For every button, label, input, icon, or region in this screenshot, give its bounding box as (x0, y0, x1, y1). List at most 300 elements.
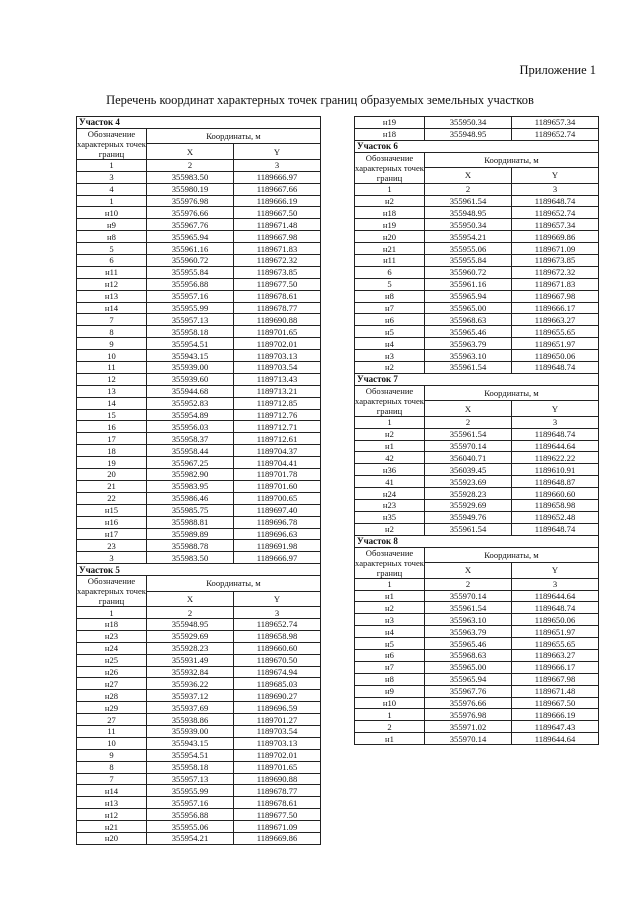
x-cell: 355949.76 (425, 511, 512, 523)
x-cell: 355963.10 (425, 350, 512, 362)
x-cell: 355985.75 (147, 504, 234, 516)
table-row (77, 195, 321, 207)
y-cell: 1189671.09 (512, 243, 599, 255)
point-name-cell: 27 (77, 714, 147, 726)
point-name-cell: 3 (77, 171, 147, 183)
table-row (355, 362, 599, 374)
point-name-cell: н1 (355, 733, 425, 745)
y-cell: 1189690.88 (234, 314, 321, 326)
point-name-cell: н10 (355, 697, 425, 709)
table-row (77, 749, 321, 761)
x-cell: 355955.84 (425, 255, 512, 267)
table-row (355, 452, 599, 464)
x-cell: 355961.54 (425, 602, 512, 614)
table-row (355, 523, 599, 535)
x-cell: 355939.00 (147, 362, 234, 374)
point-name-cell: н7 (355, 302, 425, 314)
y-cell: 1189655.65 (512, 638, 599, 650)
x-cell: 355961.16 (425, 278, 512, 290)
point-name-cell: 22 (77, 492, 147, 504)
table-row (77, 266, 321, 278)
y-cell: 1189696.63 (234, 528, 321, 540)
table-row (355, 314, 599, 326)
y-cell: 1189673.85 (512, 255, 599, 267)
y-cell: 1189644.64 (512, 590, 599, 602)
point-name-cell: н24 (355, 488, 425, 500)
point-name-cell: 15 (77, 409, 147, 421)
y-cell: 1189677.50 (234, 278, 321, 290)
y-cell: 1189678.61 (234, 290, 321, 302)
x-cell: 355931.49 (147, 654, 234, 666)
table-row (77, 397, 321, 409)
x-cell: 355955.99 (147, 785, 234, 797)
y-cell: 1189651.97 (512, 338, 599, 350)
table-row (355, 602, 599, 614)
x-cell: 355968.63 (425, 649, 512, 661)
table-row (77, 373, 321, 385)
table-row (77, 690, 321, 702)
y-cell: 1189651.97 (512, 626, 599, 638)
x-cell: 355965.94 (425, 673, 512, 685)
point-name-cell: 10 (77, 737, 147, 749)
column-number-row (355, 183, 599, 195)
x-cell: 355965.00 (425, 661, 512, 673)
table-row (77, 362, 321, 374)
y-cell: 1189671.83 (234, 243, 321, 255)
point-name-cell: н19 (355, 117, 425, 129)
x-cell: 355961.54 (425, 428, 512, 440)
y-cell: 1189672.32 (234, 255, 321, 267)
point-name-cell: 16 (77, 421, 147, 433)
x-cell: 355967.25 (147, 457, 234, 469)
x-cell: 355956.88 (147, 278, 234, 290)
x-cell: 355961.16 (147, 243, 234, 255)
y-cell: 1189712.76 (234, 409, 321, 421)
table-row (355, 243, 599, 255)
point-name-cell: 11 (77, 362, 147, 374)
x-cell: 355954.21 (425, 231, 512, 243)
x-header: X (425, 168, 512, 184)
y-cell: 1189667.98 (234, 231, 321, 243)
coordinates-table-right (354, 116, 599, 745)
y-cell: 1189672.32 (512, 266, 599, 278)
point-name-cell: н35 (355, 511, 425, 523)
table-row (355, 128, 599, 140)
x-cell: 355967.76 (425, 685, 512, 697)
y-cell: 1189644.64 (512, 440, 599, 452)
coordinates-header: Координаты, м (147, 576, 321, 592)
table-row (355, 590, 599, 602)
table-row (77, 457, 321, 469)
table-row (355, 709, 599, 721)
table-row (355, 649, 599, 661)
point-name-cell: н24 (77, 642, 147, 654)
column-number: 1 (355, 416, 425, 428)
x-cell: 355989.89 (147, 528, 234, 540)
x-cell: 355963.79 (425, 626, 512, 638)
x-cell: 356039.45 (425, 464, 512, 476)
y-cell: 1189610.91 (512, 464, 599, 476)
x-cell: 355948.95 (425, 128, 512, 140)
point-name-cell: н16 (77, 516, 147, 528)
x-cell: 355976.66 (147, 207, 234, 219)
table-row (355, 302, 599, 314)
y-cell: 1189712.61 (234, 433, 321, 445)
point-name-cell: н10 (77, 207, 147, 219)
table-row (77, 492, 321, 504)
point-name-header: Обозначение характерных точек границ (355, 152, 424, 183)
table-row (355, 338, 599, 350)
x-cell: 355944.68 (147, 385, 234, 397)
x-cell: 355955.99 (147, 302, 234, 314)
coordinates-header: Координаты, м (147, 128, 321, 144)
point-name-cell: н19 (355, 219, 425, 231)
table-row (77, 540, 321, 552)
x-cell: 355955.84 (147, 266, 234, 278)
y-cell: 1189663.27 (512, 649, 599, 661)
column-number: 2 (425, 416, 512, 428)
table-row (355, 697, 599, 709)
point-name-cell: 3 (77, 552, 147, 564)
table-row (77, 528, 321, 540)
y-cell: 1189648.74 (512, 428, 599, 440)
point-name-cell: 13 (77, 385, 147, 397)
x-cell: 355970.14 (425, 440, 512, 452)
parcel-title-row (355, 373, 599, 385)
table-header-row (77, 128, 321, 144)
point-name-cell: н4 (355, 338, 425, 350)
table-row (77, 302, 321, 314)
document-title: Перечень координат характерных точек границ образуемых земельных участков (106, 93, 534, 107)
y-cell: 1189671.48 (512, 685, 599, 697)
parcel-title: Участок 5 (77, 564, 321, 576)
x-cell: 355988.78 (147, 540, 234, 552)
y-cell: 1189667.98 (512, 673, 599, 685)
point-name-cell: 14 (77, 397, 147, 409)
point-name-cell: н12 (77, 809, 147, 821)
y-cell: 1189658.98 (512, 500, 599, 512)
y-header: Y (512, 563, 599, 579)
x-cell: 355937.12 (147, 690, 234, 702)
point-name-cell: н21 (77, 821, 147, 833)
y-cell: 1189644.64 (512, 733, 599, 745)
x-cell: 355954.51 (147, 338, 234, 350)
point-name-cell: 6 (355, 266, 425, 278)
point-name-cell: н20 (77, 832, 147, 844)
y-cell: 1189655.65 (512, 326, 599, 338)
point-name-cell: 19 (77, 457, 147, 469)
y-cell: 1189673.85 (234, 266, 321, 278)
point-name-cell: 1 (355, 709, 425, 721)
table-row (355, 638, 599, 650)
x-cell: 355958.37 (147, 433, 234, 445)
column-number-row (77, 607, 321, 619)
point-name-cell: н9 (77, 219, 147, 231)
table-row (77, 761, 321, 773)
table-row (77, 773, 321, 785)
point-name-cell: н9 (355, 685, 425, 697)
point-name-cell: 6 (77, 255, 147, 267)
point-name-cell: н2 (355, 428, 425, 440)
point-name-cell: н18 (355, 207, 425, 219)
y-cell: 1189663.27 (512, 314, 599, 326)
parcel-title: Участок 8 (355, 535, 599, 547)
coordinates-table-left (76, 116, 321, 845)
x-cell: 355965.46 (425, 326, 512, 338)
column-number: 1 (77, 607, 147, 619)
y-cell: 1189667.50 (234, 207, 321, 219)
x-cell: 355958.44 (147, 445, 234, 457)
table-row (77, 504, 321, 516)
table-row (355, 219, 599, 231)
y-cell: 1189647.43 (512, 721, 599, 733)
x-cell: 355976.98 (425, 709, 512, 721)
y-cell: 1189701.65 (234, 761, 321, 773)
coordinates-header: Координаты, м (425, 152, 599, 168)
y-cell: 1189691.98 (234, 540, 321, 552)
y-header: Y (512, 401, 599, 417)
table-row (355, 266, 599, 278)
x-cell: 355955.06 (425, 243, 512, 255)
y-cell: 1189666.17 (512, 661, 599, 673)
table-row (77, 725, 321, 737)
y-cell: 1189704.41 (234, 457, 321, 469)
y-cell: 1189697.40 (234, 504, 321, 516)
y-cell: 1189703.13 (234, 737, 321, 749)
point-name-cell: н12 (77, 278, 147, 290)
table-row (77, 642, 321, 654)
x-cell: 355961.54 (425, 362, 512, 374)
point-name-cell: 9 (77, 338, 147, 350)
x-cell: 356040.71 (425, 452, 512, 464)
table-row (77, 445, 321, 457)
y-cell: 1189666.19 (512, 709, 599, 721)
x-cell: 355954.51 (147, 749, 234, 761)
y-cell: 1189657.34 (512, 219, 599, 231)
y-cell: 1189652.74 (512, 128, 599, 140)
y-cell: 1189660.60 (234, 642, 321, 654)
point-name-cell: н5 (355, 326, 425, 338)
right-column (354, 116, 598, 745)
point-name-cell: н27 (77, 678, 147, 690)
x-cell: 355983.50 (147, 171, 234, 183)
coordinates-header: Координаты, м (425, 547, 599, 563)
x-cell: 355937.69 (147, 702, 234, 714)
y-cell: 1189678.77 (234, 785, 321, 797)
parcel-title: Участок 6 (355, 140, 599, 152)
y-cell: 1189678.77 (234, 302, 321, 314)
point-name-cell: н11 (77, 266, 147, 278)
x-header: X (147, 591, 234, 607)
x-cell: 355965.94 (147, 231, 234, 243)
column-number: 3 (234, 607, 321, 619)
table-row (355, 326, 599, 338)
table-header-row (355, 152, 599, 168)
table-row (77, 654, 321, 666)
table-row (77, 326, 321, 338)
x-cell: 355957.16 (147, 797, 234, 809)
point-name-cell: н2 (355, 602, 425, 614)
point-name-cell: 11 (77, 725, 147, 737)
y-cell: 1189622.22 (512, 452, 599, 464)
y-cell: 1189696.59 (234, 702, 321, 714)
x-cell: 355939.00 (147, 725, 234, 737)
parcel-title-row (355, 535, 599, 547)
point-name-cell: 4 (77, 183, 147, 195)
table-row (77, 314, 321, 326)
table-row (355, 500, 599, 512)
point-name-cell: н13 (77, 290, 147, 302)
x-cell: 355929.69 (147, 630, 234, 642)
column-number-row (355, 416, 599, 428)
y-cell: 1189670.50 (234, 654, 321, 666)
y-cell: 1189671.09 (234, 821, 321, 833)
x-cell: 355954.21 (147, 832, 234, 844)
table-row (355, 278, 599, 290)
point-name-cell: 10 (77, 350, 147, 362)
y-cell: 1189700.65 (234, 492, 321, 504)
x-cell: 355961.54 (425, 523, 512, 535)
point-name-cell: н14 (77, 302, 147, 314)
point-name-cell: н28 (77, 690, 147, 702)
x-header: X (425, 401, 512, 417)
point-name-header: Обозначение характерных точек границ (355, 547, 424, 578)
y-cell: 1189704.37 (234, 445, 321, 457)
y-cell: 1189701.65 (234, 326, 321, 338)
point-name-cell: н36 (355, 464, 425, 476)
point-name-cell: н21 (355, 243, 425, 255)
x-cell: 355939.60 (147, 373, 234, 385)
point-name-cell: н7 (355, 661, 425, 673)
x-cell: 355956.03 (147, 421, 234, 433)
parcel-title-row (77, 564, 321, 576)
table-row (77, 255, 321, 267)
y-header: Y (234, 144, 321, 160)
point-name-header: Обозначение характерных точек границ (355, 385, 424, 416)
table-row (77, 207, 321, 219)
point-name-cell: н3 (355, 350, 425, 362)
x-cell: 355954.89 (147, 409, 234, 421)
point-name-cell: 41 (355, 476, 425, 488)
table-row (77, 183, 321, 195)
y-cell: 1189701.78 (234, 469, 321, 481)
y-cell: 1189669.86 (512, 231, 599, 243)
column-number: 3 (512, 578, 599, 590)
y-cell: 1189703.54 (234, 362, 321, 374)
table-row (355, 195, 599, 207)
x-cell: 355968.63 (425, 314, 512, 326)
table-row (355, 661, 599, 673)
y-cell: 1189667.98 (512, 290, 599, 302)
table-row (77, 171, 321, 183)
table-row (355, 428, 599, 440)
x-cell: 355963.10 (425, 614, 512, 626)
x-cell: 355961.54 (425, 195, 512, 207)
x-cell: 355950.34 (425, 117, 512, 129)
point-name-cell: н13 (77, 797, 147, 809)
y-cell: 1189712.71 (234, 421, 321, 433)
point-name-cell: н8 (77, 231, 147, 243)
y-cell: 1189667.50 (512, 697, 599, 709)
point-name-cell: 42 (355, 452, 425, 464)
x-cell: 355943.15 (147, 737, 234, 749)
y-cell: 1189652.74 (234, 618, 321, 630)
x-cell: 355929.69 (425, 500, 512, 512)
point-name-cell: н6 (355, 314, 425, 326)
x-cell: 355983.95 (147, 480, 234, 492)
y-cell: 1189666.19 (234, 195, 321, 207)
x-cell: 355976.66 (425, 697, 512, 709)
y-cell: 1189666.97 (234, 171, 321, 183)
y-cell: 1189652.48 (512, 511, 599, 523)
x-header: X (147, 144, 234, 160)
x-cell: 355986.46 (147, 492, 234, 504)
point-name-cell: н23 (355, 500, 425, 512)
point-name-cell: н17 (77, 528, 147, 540)
column-number-row (355, 578, 599, 590)
point-name-cell: 2 (355, 721, 425, 733)
table-row (355, 673, 599, 685)
left-column (76, 116, 320, 845)
point-name-cell: н6 (355, 649, 425, 661)
point-name-header: Обозначение характерных точек границ (77, 576, 146, 607)
x-cell: 355976.98 (147, 195, 234, 207)
x-cell: 355923.69 (425, 476, 512, 488)
table-row (77, 618, 321, 630)
table-row (355, 488, 599, 500)
table-row (355, 721, 599, 733)
table-row (77, 278, 321, 290)
table-row (355, 350, 599, 362)
table-row (355, 476, 599, 488)
table-row (355, 117, 599, 129)
y-cell: 1189671.48 (234, 219, 321, 231)
table-row (77, 809, 321, 821)
y-cell: 1189648.74 (512, 362, 599, 374)
table-header-row (77, 576, 321, 592)
table-row (77, 737, 321, 749)
y-cell: 1189702.01 (234, 749, 321, 761)
parcel-title-row (77, 117, 321, 129)
parcel-title-row (355, 140, 599, 152)
point-name-cell: 20 (77, 469, 147, 481)
y-cell: 1189657.34 (512, 117, 599, 129)
table-row (355, 207, 599, 219)
x-cell: 355957.13 (147, 314, 234, 326)
x-cell: 355960.72 (425, 266, 512, 278)
parcel-title: Участок 4 (77, 117, 321, 129)
y-cell: 1189666.97 (234, 552, 321, 564)
y-header: Y (512, 168, 599, 184)
table-row (77, 243, 321, 255)
x-cell: 355957.16 (147, 290, 234, 302)
column-number: 1 (77, 159, 147, 171)
point-name-cell: 18 (77, 445, 147, 457)
point-name-cell: 12 (77, 373, 147, 385)
y-cell: 1189696.78 (234, 516, 321, 528)
table-row (77, 409, 321, 421)
y-cell: 1189667.66 (234, 183, 321, 195)
table-row (77, 678, 321, 690)
table-row (355, 614, 599, 626)
y-cell: 1189650.06 (512, 350, 599, 362)
x-cell: 355928.23 (425, 488, 512, 500)
y-cell: 1189701.27 (234, 714, 321, 726)
table-row (77, 797, 321, 809)
coordinates-header: Координаты, м (425, 385, 599, 401)
y-cell: 1189713.43 (234, 373, 321, 385)
point-name-cell: н1 (355, 440, 425, 452)
